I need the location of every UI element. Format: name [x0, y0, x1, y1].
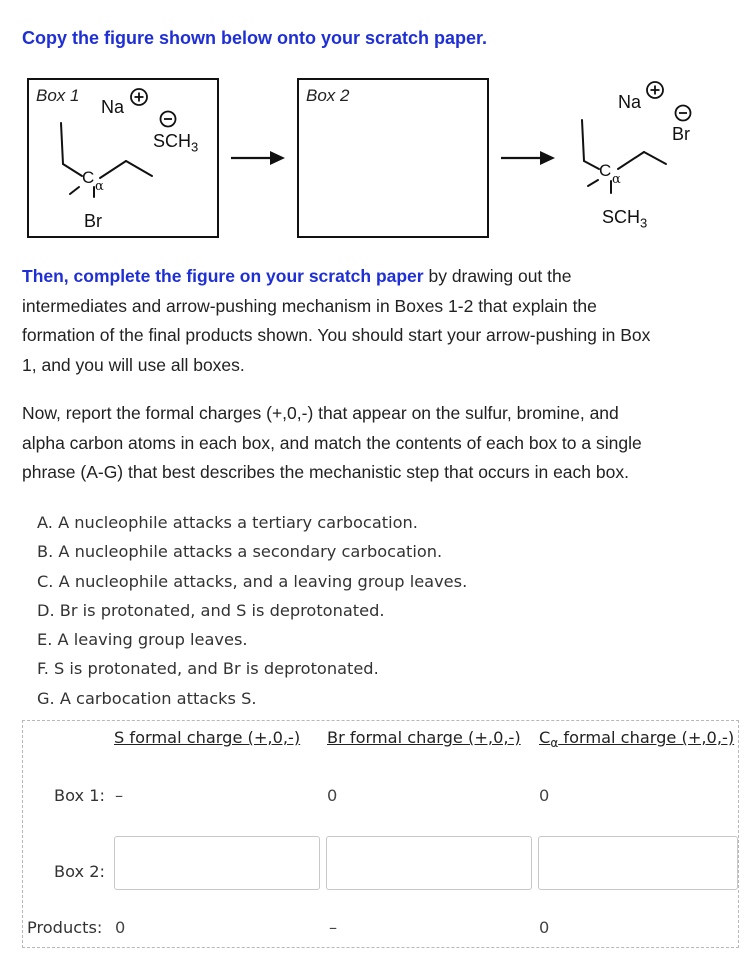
bromine-label: Br — [84, 211, 102, 231]
products-bromine-charge: – — [329, 918, 338, 937]
sodium-label: Na — [101, 97, 125, 117]
instructions-paragraph-1: Then, complete the figure on your scratch paper by drawing out the intermediates and arrow-pushing mechanism in Boxes 1-2 that explain the formation of the final products shown. You should start your arrow-pushing in Box 1, and you will use all boxes. — [22, 266, 651, 375]
thiomethyl-label: $SCH_3$ — [153, 131, 199, 155]
products-sulfur-charge: 0 — [115, 918, 126, 937]
option-item: G. A carbocation attacks S. — [37, 688, 257, 708]
plus-charge-icon — [647, 82, 663, 98]
mechanism-options-list — [37, 508, 467, 713]
box-2-label: Box 2 — [306, 86, 350, 105]
product-alpha-carbon-label: C — [599, 161, 612, 180]
box-1-substrate-bonds — [61, 123, 152, 197]
option-item: F. S is protonated, and Br is deprotonated. — [37, 659, 379, 679]
box-2-alpha-carbon-charge-input[interactable] — [538, 836, 738, 890]
option-item: D. Br is protonated, and S is deprotonated. — [37, 600, 385, 620]
box-1-bromine-charge: 0 — [327, 786, 338, 805]
page-heading: Copy the figure shown below onto your scratch paper. — [22, 28, 488, 48]
instructions-bold: Then, complete the figure on your scratch paper — [22, 266, 424, 286]
column-header-alpha-carbon: $C_\alpha$ formal charge (+,0,-) — [539, 728, 735, 751]
box-2-sulfur-charge-input[interactable] — [114, 836, 320, 890]
plus-charge-icon — [131, 89, 147, 105]
option-item: C. A nucleophile attacks, and a leaving group leaves. — [37, 571, 468, 591]
product-sodium-label: Na — [618, 92, 642, 112]
product-alpha-symbol: α — [612, 172, 621, 187]
reaction-arrow-icon — [231, 151, 285, 165]
row-label-box-2: Box 2: — [54, 862, 105, 881]
column-header-sulfur: S formal charge (+,0,-) — [114, 728, 301, 747]
product-thiomethyl-label: $SCH_3$ — [602, 207, 648, 231]
row-label-products: Products: — [27, 918, 103, 937]
products-alpha-carbon-charge: 0 — [539, 918, 550, 937]
minus-charge-icon — [161, 112, 176, 127]
option-item: A. A nucleophile attacks a tertiary carbocation. — [37, 513, 418, 532]
alpha-symbol: α — [95, 179, 104, 194]
option-item: E. A leaving group leaves. — [37, 630, 248, 650]
alpha-carbon-label: C — [82, 168, 95, 187]
row-label-box-1: Box 1: — [54, 786, 105, 805]
minus-charge-icon — [676, 106, 691, 121]
reaction-arrow-icon — [501, 151, 555, 165]
formal-charge-table — [22, 720, 739, 948]
box-1-label: Box 1 — [36, 86, 80, 105]
box-1-alpha-carbon-charge: 0 — [539, 786, 550, 805]
box-2-bromine-charge-input[interactable] — [326, 836, 532, 890]
product-bonds — [582, 120, 666, 193]
column-header-bromine: Br formal charge (+,0,-) — [327, 728, 521, 747]
product-bromide-label: Br — [672, 124, 690, 144]
option-item: B. A nucleophile attacks a secondary carbocation. — [37, 542, 443, 562]
instructions-paragraph-2: Now, report the formal charges (+,0,-) that appear on the sulfur, bromine, and alpha carbon atoms in each box, and match the contents of each box to a single phrase (A-G) that best describes the mechanistic step that occurs in each box. — [22, 403, 642, 482]
box-1-sulfur-charge: – — [115, 786, 124, 805]
